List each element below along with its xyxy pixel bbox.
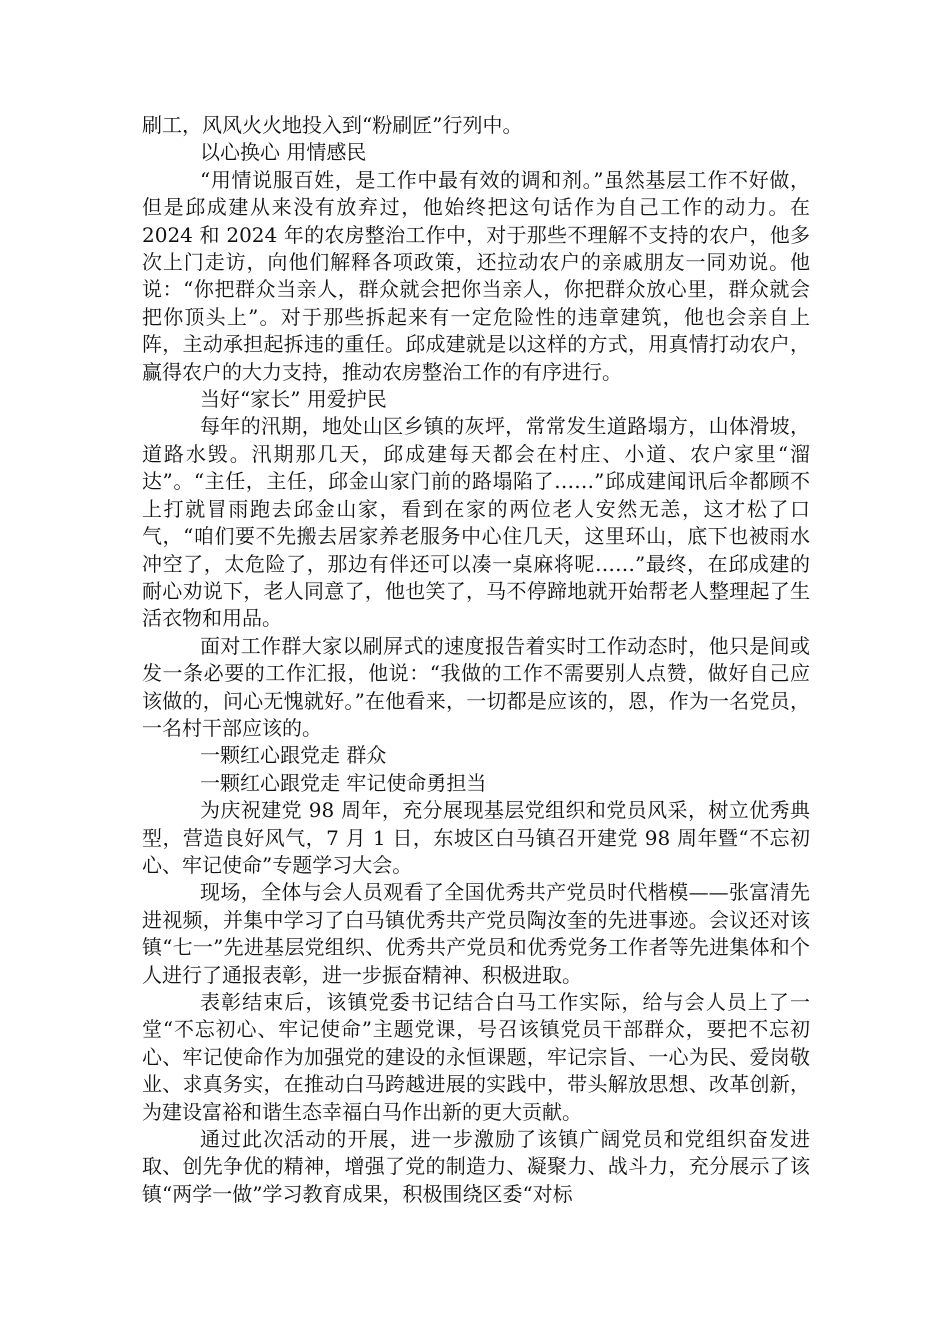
paragraph: 为庆祝建党 98 周年，充分展现基层党组织和党员风采，树立优秀典型，营造良好风气，7 月 1 日，东坡区白马镇召开建党 98 周年暨“不忘初心、牢记使命”专题学习大会。: [142, 798, 810, 877]
paragraph: 每年的汛期，地处山区乡镇的灰坪，常常发生道路塌方，山体滑坡，道路水毁。汛期那几天，邱成建每天都会在村庄、小道、农户家里“溜达”。“主任，主任，邱金山家门前的路塌陷了……”邱成建闻讯后伞都顾不上打就冒雨跑去邱金山家，看到在家的两位老人安然无恙，这才松了口气，“咱们要不先搬去居家养老服务中心住几天，这里环山，底下也被雨水冲空了，太危险了，那边有伴还可以凑一桌麻将呢……”最终，在邱成建的耐心劝说下，老人同意了，他也笑了，马不停蹄地就开始帮老人整理起了生活衣物和用品。: [142, 414, 810, 631]
paragraph: 表彰结束后，该镇党委书记结合白马工作实际，给与会人员上了一堂“不忘初心、牢记使命”主题党课，号召该镇党员干部群众，要把不忘初心、牢记使命作为加强党的建设的永恒课题，牢记宗旨、一心为民、爱岗敬业、求真务实，在推动白马跨越进展的实践中，带头解放思想、改革创新，为建设富裕和谐生态幸福白马作出新的更大贡献。: [142, 990, 810, 1124]
section-heading: 以心换心 用情感民: [200, 140, 367, 165]
paragraph: 通过此次活动的开展，进一步激励了该镇广阔党员和党组织奋发进取、创先争优的精神，增强了党的制造力、凝聚力、战斗力，充分展示了该镇“两学一做”学习教育成果，积极围绕区委“对标: [142, 1127, 810, 1206]
section-heading: 一颗红心跟党走 群众: [200, 743, 387, 768]
section-heading: 当好“家长” 用爱护民: [200, 387, 387, 412]
document-body: [142, 112, 810, 1208]
paragraph: 面对工作群大家以刷屏式的速度报告着实时工作动态时，他只是间或发一条必要的工作汇报，他说：“我做的工作不需要别人点赞，做好自己应该做的，问心无愧就好。”在他看来，一切都是应该的，恩，作为一名党员，一名村干部应该的。: [142, 633, 810, 740]
paragraph: 现场，全体与会人员观看了全国优秀共产党员时代楷模——张富清先进视频，并集中学习了白马镇优秀共产党员陶汝奎的先进事迹。会议还对该镇“七一”先进基层党组织、优秀共产党员和优秀党务工作者等先进集体和个人进行了通报表彰，进一步振奋精神、积极进取。: [142, 880, 810, 987]
paragraph: “用情说服百姓，是工作中最有效的调和剂。”虽然基层工作不好做，但是邱成建从来没有放弃过，他始终把这句话作为自己工作的动力。在 2024 和 2024 年的农房整治工作中，对于那些不理解不支持的农户，他多次上门走访，向他们解释各项政策，还拉动农户的亲戚朋友一同劝说。他说：“你把群众当亲人，群众就会把你当亲人，你把群众放心里，群众就会把你顶头上”。对于那些拆起来有一定危险性的违章建筑，他也会亲自上阵，主动承担起拆违的重任。邱成建就是以这样的方式，用真情打动农户，赢得农户的大力支持，推动农房整治工作的有序进行。: [142, 167, 810, 384]
paragraph: 刷工，风风火火地投入到“粉刷匠”行列中。: [142, 113, 523, 137]
section-heading: 一颗红心跟党走 牢记使命勇担当: [200, 770, 487, 795]
